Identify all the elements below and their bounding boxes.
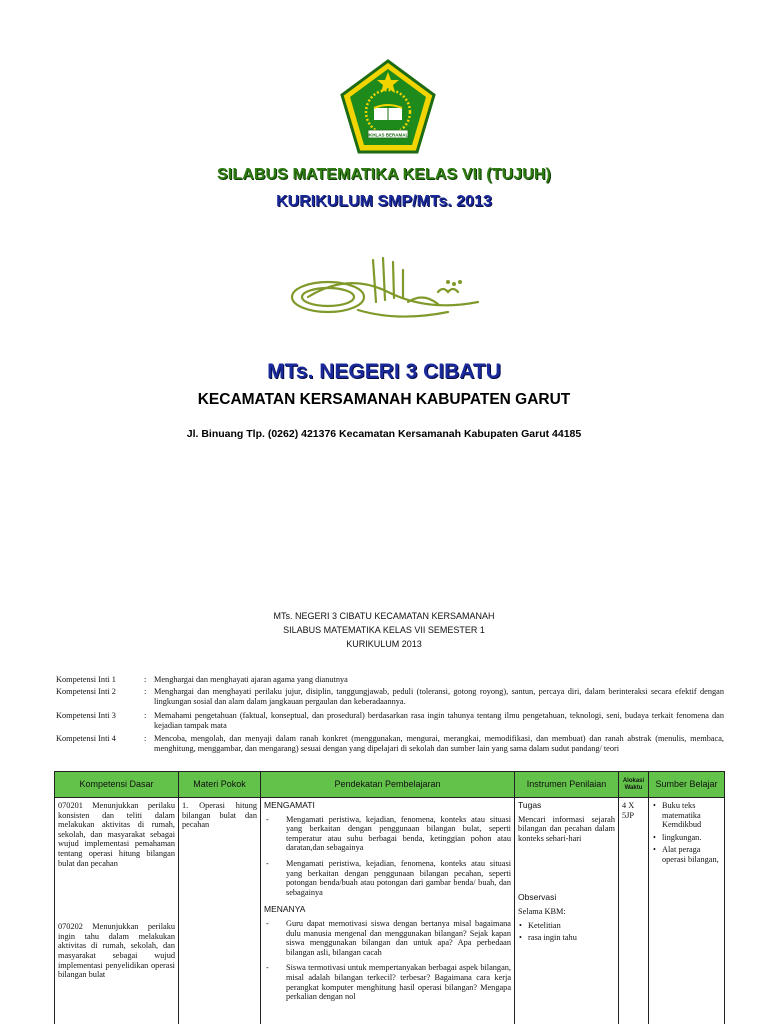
sumber-item-2: lingkungan.	[662, 832, 702, 842]
kompetensi-inti-1	[56, 675, 724, 685]
observasi-item-2: rasa ingin tahu	[528, 933, 577, 943]
ki-text: Memahami pengetahuan (faktual, konseptual, dan prosedural) berdasarkan rasa ingin tahunya tentang ilmu pengetahuan, teknologi, seni, budaya terkait fenomena dan kejadian tampak mata	[154, 711, 724, 730]
cell-pendekatan	[261, 798, 515, 1024]
header-pendekatan: Pendekatan Pembelajaran	[261, 772, 515, 798]
ki-text: Mencoba, mengolah, dan menyaji dalam ranah konkret (menggunakan, mengurai, merangkai, memodifikasi, dan membuat) dan ranah abstrak (menulis, membaca, menghitung, menggambar, dan mengarang) sesuai dengan yang dipelajari di sekolah dan sumber lain yang sama dalam sudut pandang/ teori	[154, 734, 724, 753]
document-header	[0, 609, 768, 651]
header-instrumen: Instrumen Penilaian	[515, 772, 619, 798]
logo-ribbon-text: IKHLAS BERAMAL	[367, 132, 409, 138]
kd-070201: 070201 Menunjukkan perilaku konsisten dan teliti dalam melakukan aktivitas di rumah, sekolah, dan masyarakat sebagai wujud implementasi pemahaman tentang operasi hitung bilangan bulat dan pecahan	[58, 801, 175, 868]
observasi-title: Observasi	[518, 892, 557, 903]
curriculum-title: KURIKULUM SMP/MTs. 2013	[276, 193, 492, 210]
list-item: • Alat peraga operasi bilangan,	[653, 845, 719, 864]
ki-colon: :	[144, 711, 147, 720]
header-alokasi: Alokasi Waktu	[619, 772, 649, 798]
ki-colon: :	[144, 687, 147, 696]
calligraphy-ornament	[288, 252, 488, 332]
cell-alokasi	[619, 798, 649, 1024]
ki-label: Kompetensi Inti 3	[56, 711, 116, 720]
ki-label: Kompetensi Inti 2	[56, 687, 116, 696]
ki-text: Menghargai dan menghayati ajaran agama yang dianutnya	[154, 675, 348, 684]
observasi-sub: Selama KBM:	[518, 906, 566, 916]
sumber-item-1: Buku teks matematika Kemdikbud	[662, 801, 702, 830]
tugas-title: Tugas	[518, 800, 542, 810]
list-item: - Mengamati peristiwa, kejadian, fenomena, konteks atau situasi yang berkaitan dengan penggunaan bilangan pecahan, seperti potongan benda/buah atau potongan dari gambar benda/ buah, dan sebagainya	[266, 858, 511, 897]
cell-kompetensi-dasar	[55, 798, 179, 1024]
cell-materi-pokok	[179, 798, 261, 1024]
list-item: - Guru dapat memotivasi siswa dengan bertanya misal bagaimana dulu manusia mengenal dan menggunakan bilangan? Sejak kapan siswa menggunakan bilangan dan untuk apa? Apa perbedaan bilangan asli, bilangan cacah	[266, 918, 511, 957]
list-item: • rasa ingin tahu	[519, 933, 577, 943]
list-item: - Siswa termotivasi untuk mempertanyakan berbagai aspek bilangan, misal adalah bilangan terkecil? terbesar? Bagaimana cara kerja perangkat komputer menghitung hasil operasi bilangan? Mengapa perkalian dengan nol	[266, 963, 511, 1002]
header-line-school: MTs. NEGERI 3 CIBATU KECAMATAN KERSAMANAH	[273, 611, 495, 621]
syllabus-table	[54, 771, 725, 1024]
list-item: • Buku teks matematika Kemdikbud	[653, 801, 702, 830]
menanya-item-1: Guru dapat memotivasi siswa dengan bertanya misal bagaimana dulu manusia mengenal dan menggunakan bilangan? Sejak kapan siswa menggunakan bilangan dan untuk apa? Apa perbedaan bilangan asli, bilangan cacah	[286, 918, 511, 957]
ki-label: Kompetensi Inti 1	[56, 675, 116, 684]
ki-label: Kompetensi Inti 4	[56, 734, 116, 743]
menanya-title: MENANYA	[264, 904, 306, 915]
list-item: - Mengamati peristiwa, kejadian, fenomena, konteks atau situasi yang berkaitan dengan penggunaan bilangan bulat, seperti temperatur atau suhu berbagai benda, ketinggian pohon atau daratan,dan sebagainya	[266, 814, 511, 853]
header-kompetensi-dasar: Kompetensi Dasar	[55, 772, 179, 798]
ki-colon: :	[144, 675, 147, 684]
cell-instrumen	[515, 798, 619, 1024]
list-item: • Ketelitian	[519, 920, 561, 930]
header-sumber: Sumber Belajar	[649, 772, 725, 798]
header-line-curriculum: KURIKULUM 2013	[346, 639, 422, 649]
header-line-subject: SILABUS MATEMATIKA KELAS VII SEMESTER 1	[283, 625, 485, 635]
observasi-item-1: Ketelitian	[528, 920, 561, 930]
alokasi-value: 4 X 5JP	[622, 801, 635, 820]
kompetensi-inti-2	[56, 687, 724, 706]
ki-colon: :	[144, 734, 147, 743]
table-header-row	[55, 772, 725, 798]
district-name: KECAMATAN KERSAMANAH KABUPATEN GARUT	[197, 391, 571, 408]
ki-text: Menghargai dan menghayati perilaku jujur, disiplin, tanggungjawab, peduli (toleransi, gotong royong), santun, percaya diri, dalam berinteraksi secara efektif dengan lingkungan sosial dan alam dalam jangkauan pergaulan dan keberadaannya.	[154, 687, 724, 706]
menanya-item-2: Siswa termotivasi untuk mempertanyakan berbagai aspek bilangan, misal adalah bilangan terkecil? terbesar? Bagaimana cara kerja perangkat komputer menghitung hasil operasi bilangan? Mengapa perkalian dengan nol	[286, 963, 511, 1002]
school-name: MTs. NEGERI 3 CIBATU	[267, 360, 501, 383]
syllabus-title: SILABUS MATEMATIKA KELAS VII (TUJUH)	[217, 166, 551, 183]
school-address: Jl. Binuang Tlp. (0262) 421376 Kecamatan Kersamanah Kabupaten Garut 44185	[186, 428, 582, 440]
ministry-logo	[338, 58, 438, 158]
table-row	[55, 798, 725, 1024]
mengamati-title: MENGAMATI	[264, 800, 315, 810]
sumber-item-3: Alat peraga operasi bilangan,	[662, 845, 719, 864]
kd-070202: 070202 Menunjukkan perilaku ingin tahu dalam melakukan aktivitas di rumah, sekolah, dan masyarakat sebagai wujud implementasi penyelidikan operasi bilangan bulat	[58, 922, 175, 980]
cell-sumber	[649, 798, 725, 1024]
materi-item: 1. Operasi hitung bilangan bulat dan pecahan	[182, 801, 257, 830]
header-materi-pokok: Materi Pokok	[179, 772, 261, 798]
mengamati-item-1: Mengamati peristiwa, kejadian, fenomena, konteks atau situasi yang berkaitan dengan penggunaan bilangan bulat, seperti temperatur atau suhu berbagai benda, ketinggian pohon atau daratan,dan sebagainya	[286, 814, 511, 853]
kompetensi-inti-4	[56, 734, 724, 753]
mengamati-item-2: Mengamati peristiwa, kejadian, fenomena, konteks atau situasi yang berkaitan dengan penggunaan bilangan pecahan, seperti potongan benda/buah atau potongan dari gambar benda/ buah, dan sebagainya	[286, 858, 511, 897]
kompetensi-inti-3	[56, 711, 724, 730]
list-item: • lingkungan.	[653, 832, 702, 842]
tugas-text: Mencari informasi sejarah bilangan dan pecahan dalam konteks sehari-hari	[518, 814, 615, 843]
